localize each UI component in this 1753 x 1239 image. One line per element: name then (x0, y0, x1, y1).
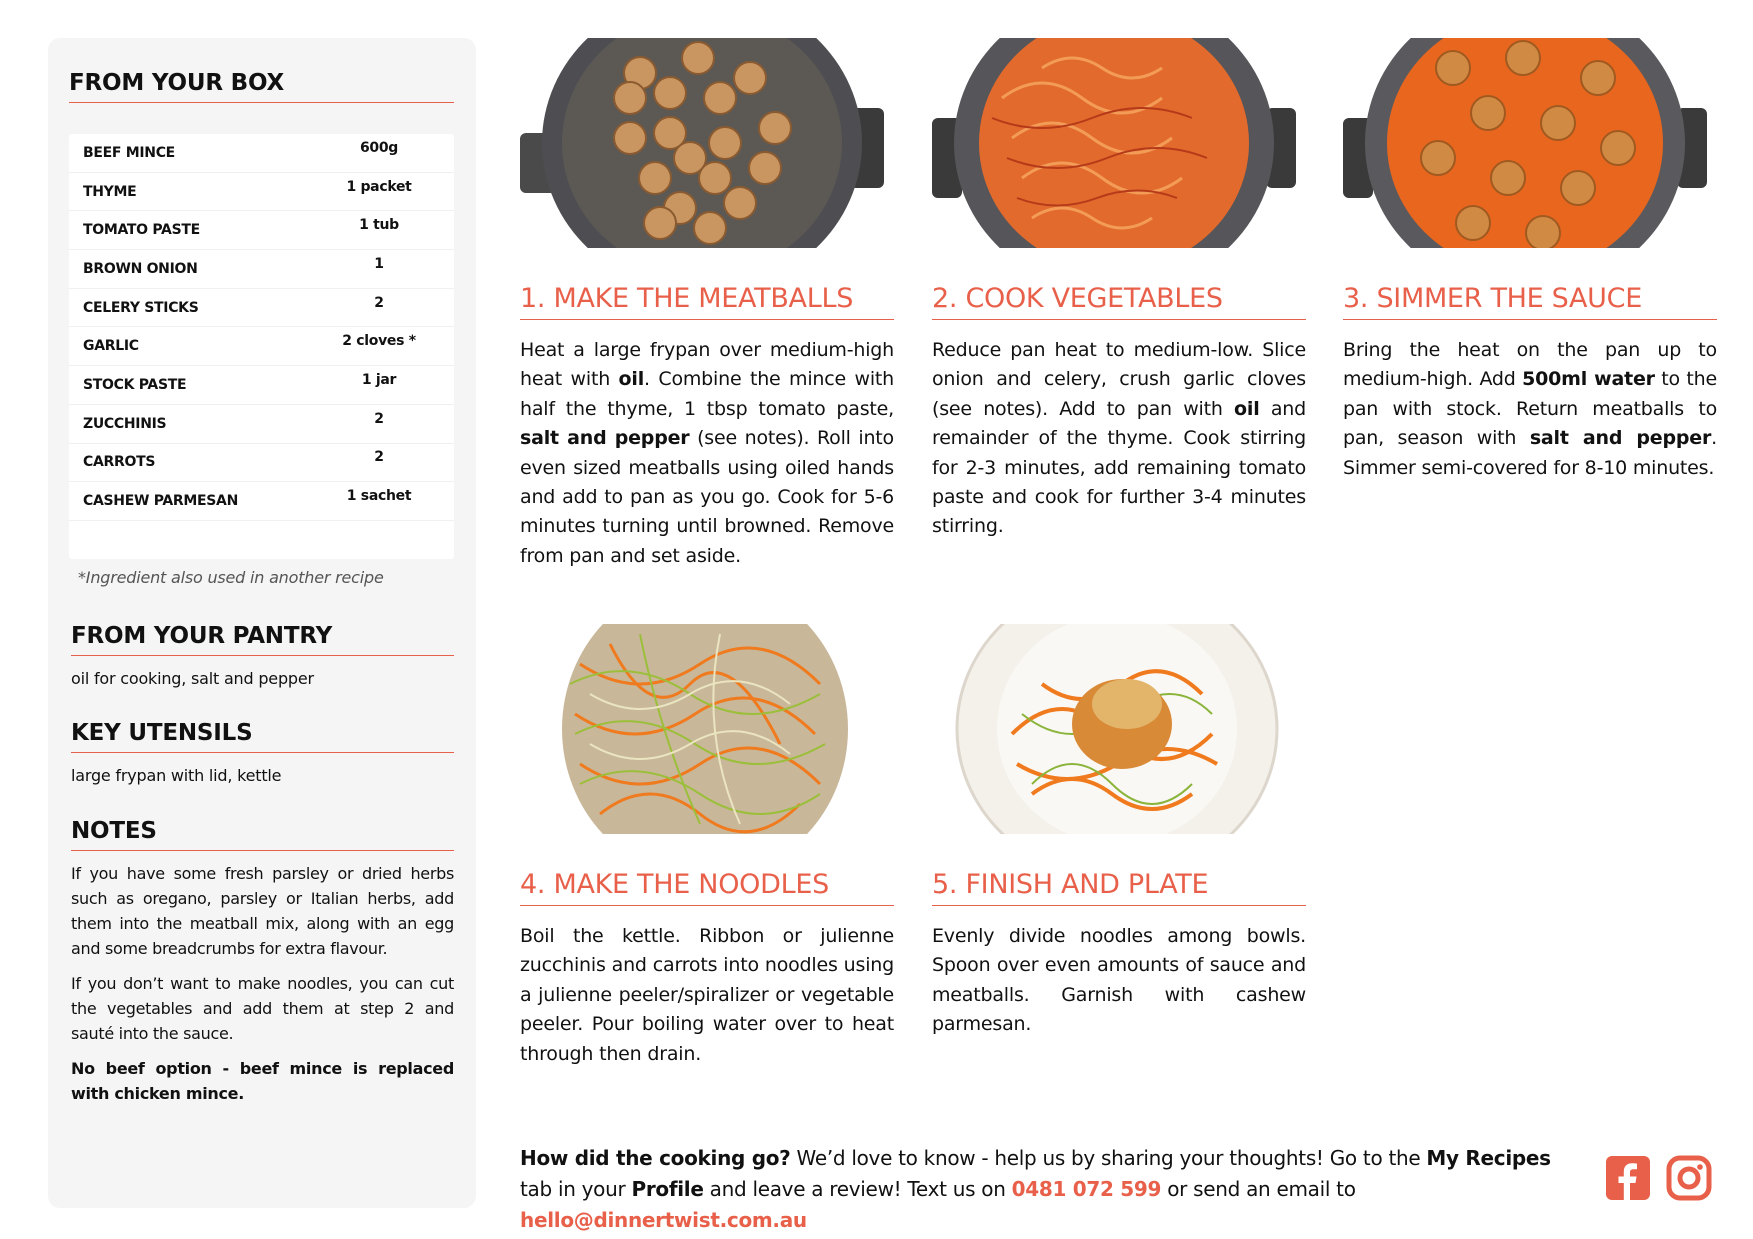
table-row (69, 444, 454, 483)
ingredient-name: THYME (83, 183, 137, 200)
step-3-text: Bring the heat on the pan up to medium-high. Add 500ml water to the pan with stock. Return meatballs to pan, season with salt and pepper. Simmer semi-covered for 8-10 minutes. (1343, 339, 1717, 479)
notes-title: NOTES (71, 818, 454, 851)
ingredient-name: ZUCCHINIS (83, 415, 167, 432)
step-1-text: Heat a large frypan over medium-high heat with oil. Combine the mince with half the thyme, 1 tbsp tomato paste, salt and pepper (see notes). Roll into even sized meatballs using oiled hands and add to pan as you go. Cook for 5-6 minutes turning until browned. Remove from pan and set aside. (520, 339, 895, 567)
pantry-text: oil for cooking, salt and pepper (71, 669, 314, 688)
phone-link[interactable]: 0481 072 599 (1011, 1177, 1162, 1201)
ingredient-name: BROWN ONION (83, 260, 198, 277)
pantry-title: FROM YOUR PANTRY (71, 623, 454, 656)
step-3-title: 3. SIMMER THE SAUCE (1343, 283, 1717, 320)
note-paragraph: If you have some fresh parsley or dried herbs such as oregano, parsley or Italian herbs, add them into the meatball mix, along with an egg and some breadcrumbs for extra flavour. (71, 864, 454, 958)
table-row (69, 405, 454, 444)
step-4-text: Boil the kettle. Ribbon or julienne zucchinis and carrots into noodles using a julienne peeler/spiralizer or vegetable peeler. Pour boiling water over to heat through then drain. (520, 925, 894, 1065)
ingredient-qty: 1 tub (359, 217, 399, 234)
plated-dish-photo (932, 624, 1296, 834)
table-row (69, 289, 454, 328)
table-row (69, 482, 454, 521)
facebook-icon[interactable] (1605, 1155, 1651, 1201)
table-row (69, 211, 454, 250)
ingredient-qty: 600g (359, 139, 399, 156)
ingredient-qty: 2 cloves * (342, 333, 416, 350)
sidebar-panel (48, 38, 476, 1208)
table-row (69, 134, 454, 173)
vegetables-in-pan-photo (932, 38, 1296, 248)
profile-link[interactable]: Profile (631, 1177, 704, 1201)
ingredient-name: BEEF MINCE (83, 144, 175, 161)
ingredient-name: TOMATO PASTE (83, 222, 200, 239)
ingredient-name: CELERY STICKS (83, 299, 199, 316)
step-4 (520, 624, 894, 1069)
ingredient-name: GARLIC (83, 338, 139, 355)
table-row (69, 327, 454, 366)
table-row (69, 173, 454, 212)
step-5-title: 5. FINISH AND PLATE (932, 869, 1306, 906)
step-2 (932, 38, 1306, 542)
ingredient-name: CASHEW PARMESAN (83, 493, 239, 510)
utensils-text: large frypan with lid, kettle (71, 766, 282, 785)
step-1-title: 1. MAKE THE MEATBALLS (520, 283, 894, 320)
utensils-section (71, 720, 454, 788)
note-paragraph-bold: No beef option - beef mince is replaced with chicken mince. (71, 1059, 454, 1103)
step-5 (932, 624, 1306, 1040)
ingredient-name: CARROTS (83, 454, 156, 471)
notes-section (71, 818, 454, 1106)
ingredients-table (69, 134, 454, 559)
ingredient-footnote: *Ingredient also used in another recipe (78, 568, 384, 587)
pantry-section (71, 623, 454, 691)
table-row (69, 250, 454, 289)
step-3 (1343, 38, 1717, 483)
ingredient-name: STOCK PASTE (83, 376, 187, 393)
email-link[interactable]: hello@dinnertwist.com.au (520, 1208, 807, 1232)
ingredient-qty: 1 jar (361, 371, 397, 388)
step-5-text: Evenly divide noodles among bowls. Spoon over even amounts of sauce and meatballs. Garnish with cashew parmesan. (932, 925, 1306, 1036)
vegetable-noodles-photo (520, 624, 884, 834)
table-row (69, 366, 454, 405)
note-paragraph: If you don’t want to make noodles, you can cut the vegetables and add them at step 2 and sauté into the sauce. (71, 974, 454, 1043)
step-2-title: 2. COOK VEGETABLES (932, 283, 1306, 320)
sauce-simmering-photo (1343, 38, 1707, 248)
my-recipes-link[interactable]: My Recipes (1426, 1146, 1551, 1170)
ingredient-qty: 1 sachet (346, 488, 412, 505)
ingredient-qty: 1 packet (346, 178, 412, 195)
feedback-question: How did the cooking go? (520, 1146, 791, 1170)
ingredient-qty: 2 (374, 449, 384, 466)
meatballs-in-pan-photo (520, 38, 884, 248)
step-1 (520, 38, 894, 571)
instagram-icon[interactable] (1666, 1155, 1712, 1201)
from-your-box-title: FROM YOUR BOX (69, 70, 454, 103)
step-4-title: 4. MAKE THE NOODLES (520, 869, 894, 906)
feedback-footer: How did the cooking go? We’d love to know - help us by sharing your thoughts! Go to the My Recipes tab in your Profile and leave a review! Text us on 0481 072 599 or send an email to hello@dinnertwist.com.au (520, 1146, 1551, 1232)
ingredient-qty: 1 (374, 255, 384, 272)
ingredient-qty: 2 (374, 410, 384, 427)
utensils-title: KEY UTENSILS (71, 720, 454, 753)
ingredient-qty: 2 (374, 294, 384, 311)
step-2-text: Reduce pan heat to medium-low. Slice onion and celery, crush garlic cloves (see notes). Add to pan with oil and remainder of the thyme. Cook stirring for 2-3 minutes, add remaining tomato paste and cook for further 3-4 minutes stirring. (932, 339, 1306, 538)
